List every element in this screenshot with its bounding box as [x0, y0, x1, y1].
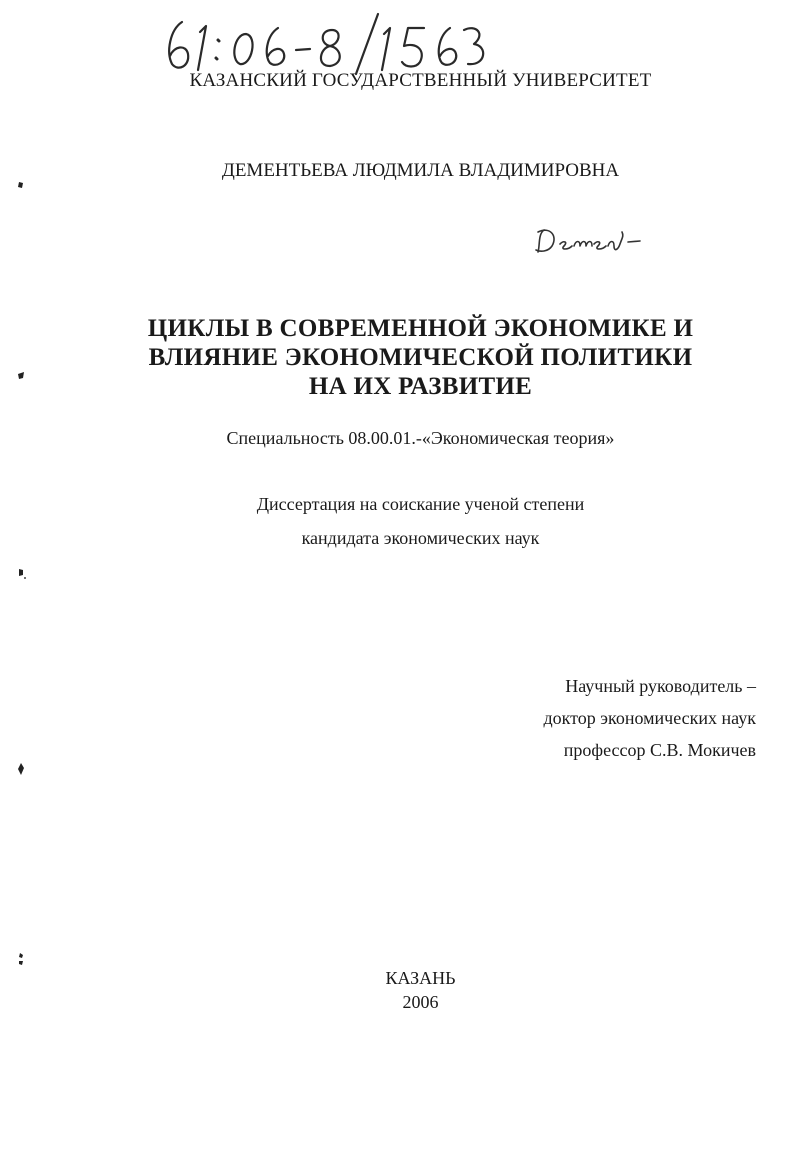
supervisor-name: профессор С.В. Мокичев — [563, 740, 756, 760]
author-name: ДЕМЕНТЬЕВА ЛЮДМИЛА ВЛАДИМИРОВНА — [221, 160, 620, 181]
dissertation-degree-line-2: кандидата экономических наук — [301, 528, 540, 548]
binding-hole-mark — [15, 566, 27, 580]
title-line-3: НА ИХ РАЗВИТИЕ — [308, 373, 533, 400]
binding-hole-mark — [15, 762, 27, 776]
binding-hole-mark — [15, 952, 27, 966]
dissertation-title — [24, 314, 793, 401]
title-line-1: ЦИКЛЫ В СОВРЕМЕННОЙ ЭКОНОМИКЕ И — [147, 315, 694, 342]
university-name: КАЗАНСКИЙ ГОСУДАРСТВЕННЫЙ УНИВЕРСИТЕТ — [189, 70, 652, 91]
supervisor-role: Научный руководитель – — [565, 676, 756, 696]
specialty: Специальность 08.00.01.-«Экономическая теория» — [226, 428, 615, 448]
title-line-2: ВЛИЯНИЕ ЭКОНОМИЧЕСКОЙ ПОЛИТИКИ — [148, 344, 693, 371]
year: 2006 — [402, 992, 439, 1012]
supervisor-degree: доктор экономических наук — [543, 708, 756, 728]
author-signature — [532, 222, 647, 260]
dissertation-degree-line-1: Диссертация на соискание ученой степени — [256, 494, 585, 514]
binding-hole-mark — [15, 368, 27, 382]
city: КАЗАНЬ — [385, 968, 456, 988]
binding-hole-mark — [15, 178, 27, 192]
supervisor-block — [544, 670, 756, 766]
handwritten-archive-code — [160, 8, 490, 78]
